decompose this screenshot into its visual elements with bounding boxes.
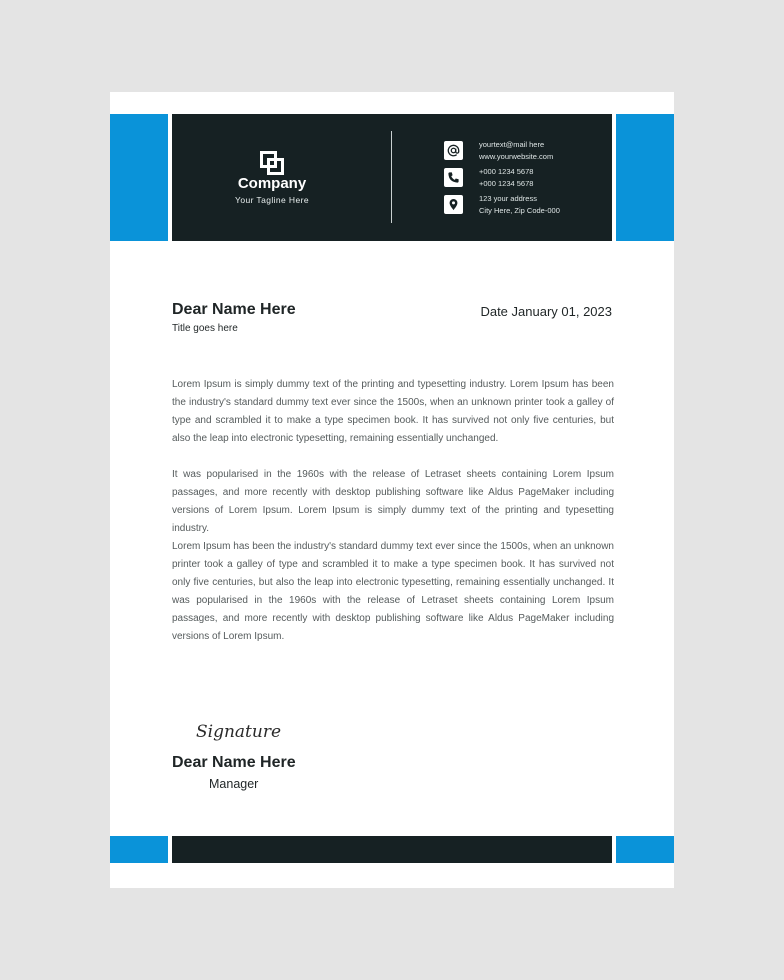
contact-address-line-1: 123 your address	[479, 194, 537, 203]
recipient-name: Dear Name Here	[172, 301, 296, 318]
contact-email: yourtext@mail here	[479, 140, 545, 149]
company-logo-icon	[260, 151, 284, 175]
body-paragraph-2: It was popularised in the 1960s with the release of Letraset sheets containing Lorem Ipsum passages, and more recently with desktop publishing software like Aldus PageMaker including versions of Lorem Ipsum. Lorem Ipsum is simply dummy text of the printing and typesetting industry.	[172, 469, 614, 534]
body-paragraph-1: Lorem Ipsum is simply dummy text of the printing and typesetting industry. Lorem Ipsum has been the industry's standard dummy text ever since the 1500s, when an unknown printer took a galley of type and scrambled it to make a type specimen book. It has survived not only five centuries, but also the leap into electronic typesetting, remaining essentially unchanged.	[172, 379, 614, 444]
recipient-title: Title goes here	[172, 323, 238, 334]
footer-accent-right	[616, 836, 674, 863]
body-paragraph-3: Lorem Ipsum has been the industry's standard dummy text ever since the 1500s, when an unknown printer took a galley of type and scrambled it to make a type specimen book. It has survived not only five centuries, but also the leap into electronic typesetting, remaining essentially unchanged. It was popularised in the 1960s with the release of Letraset sheets containing Lorem Ipsum passages, and more recently with desktop publishing software like Aldus PageMaker including versions of Lorem Ipsum.	[172, 541, 614, 642]
handwritten-signature: Signature	[196, 722, 282, 742]
contact-website: www.yourwebsite.com	[479, 152, 554, 161]
header-accent-right	[616, 114, 674, 241]
signer-name: Dear Name Here	[172, 754, 296, 771]
phone-icon	[444, 168, 463, 187]
header-divider	[391, 131, 392, 223]
contact-phone-1: +000 1234 5678	[479, 167, 534, 176]
location-pin-icon	[444, 195, 463, 214]
signer-role: Manager	[209, 777, 259, 791]
company-tagline: Your Tagline Here	[235, 195, 309, 205]
letter-date: Date January 01, 2023	[480, 304, 612, 319]
at-icon	[444, 141, 463, 160]
contact-address-line-2: City Here, Zip Code-000	[479, 206, 560, 215]
contact-phone-2: +000 1234 5678	[479, 179, 534, 188]
company-name: Company	[237, 175, 307, 192]
footer-band	[172, 836, 612, 863]
header-accent-left	[110, 114, 168, 241]
footer-accent-left	[110, 836, 168, 863]
